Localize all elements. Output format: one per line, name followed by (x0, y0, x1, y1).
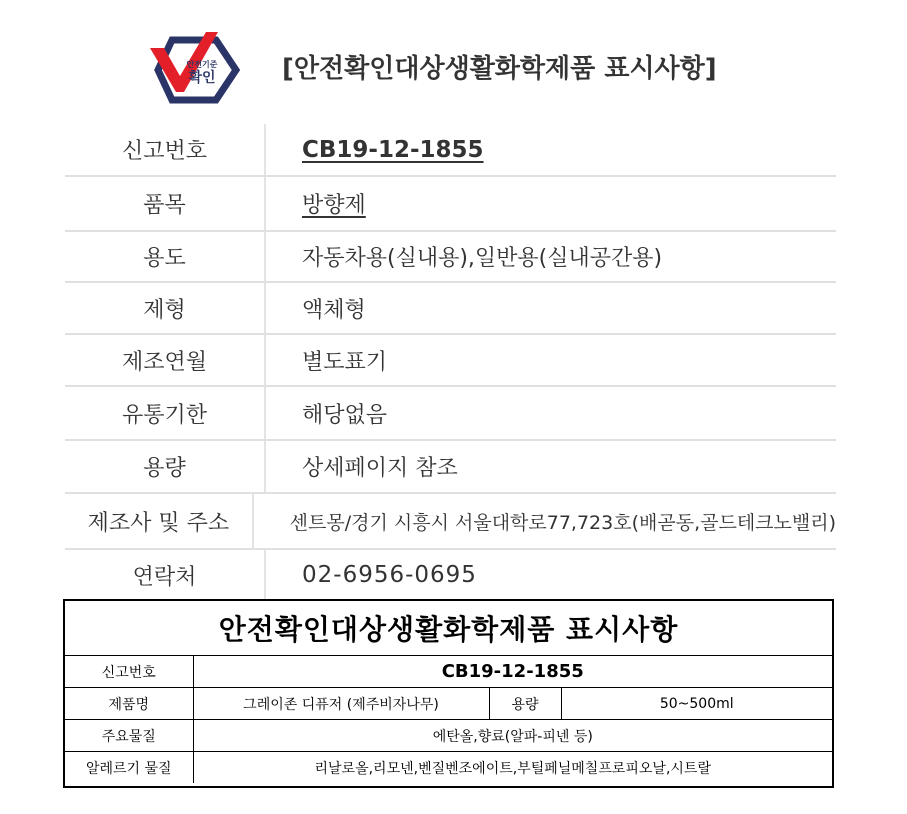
info-row-report-number (65, 124, 836, 177)
label-cell-report-value: CB19-12-1855 (193, 656, 832, 688)
info-table (65, 124, 836, 600)
info-value-usage: 자동차용(실내용),일반용(실내공간용) (302, 246, 663, 271)
info-label: 용도 (65, 232, 266, 281)
info-row-manufacture-date (65, 335, 836, 387)
safety-check-logo-icon (150, 30, 240, 106)
info-value-contact: 02-6956-0695 (302, 562, 477, 588)
info-label: 제조사 및 주소 (65, 494, 254, 548)
label-cell-substance-label: 주요물질 (65, 720, 193, 752)
info-row-item (65, 177, 836, 232)
info-label: 연락처 (65, 550, 266, 600)
label-cell-substance-value: 에탄올,향료(알파-피넨 등) (193, 720, 832, 752)
label-row-substance (65, 720, 832, 752)
label-cell-allergen-label: 알레르기 물질 (65, 752, 193, 784)
label-row-product (65, 688, 832, 720)
info-row-manufacturer (65, 494, 836, 550)
info-value-form: 액체형 (302, 297, 366, 323)
label-row-allergen (65, 752, 832, 784)
info-row-form (65, 283, 836, 335)
info-label: 유통기한 (65, 387, 266, 439)
info-value-manufacturer: 센트몽/경기 시흥시 서울대학로77,723호(배곧동,골드테크노밸리) (289, 511, 836, 534)
label-cell-product-label: 제품명 (65, 688, 193, 720)
info-label: 용량 (65, 441, 266, 492)
info-value-expiry: 해당없음 (302, 402, 388, 428)
info-value-item: 방향제 (302, 193, 366, 218)
info-label: 제조연월 (65, 335, 266, 385)
label-row-report (65, 656, 832, 688)
label-cell-volume-value: 50~500ml (561, 688, 832, 720)
info-value-report-number: CB19-12-1855 (302, 136, 484, 163)
info-row-contact (65, 550, 836, 600)
logo-caption-small: 안전기준 (186, 60, 218, 69)
info-label: 품목 (65, 177, 266, 230)
info-label: 신고번호 (65, 124, 266, 175)
label-cell-allergen-value: 리날로올,리모넨,벤질벤조에이트,부틸페닐메칠프로피오날,시트랄 (193, 752, 832, 784)
label-table (65, 656, 832, 783)
info-value-volume: 상세페이지 참조 (302, 456, 458, 481)
info-row-usage (65, 232, 836, 283)
label-box (63, 599, 834, 788)
safety-check-logo (150, 30, 240, 106)
label-box-title: 안전확인대상생활화학제품 표시사항 (65, 601, 832, 656)
label-cell-report-label: 신고번호 (65, 656, 193, 688)
info-label: 제형 (65, 283, 266, 333)
page-title: [안전확인대상생활화학제품 표시사항] (282, 54, 717, 84)
label-cell-volume-label: 용량 (489, 688, 561, 720)
label-cell-product-value: 그레이존 디퓨저 (제주비자나무) (193, 688, 489, 720)
logo-caption-main: 확인 (188, 70, 216, 86)
info-row-volume (65, 441, 836, 494)
info-row-expiry (65, 387, 836, 441)
info-value-manufacture-date: 별도표기 (302, 349, 388, 375)
